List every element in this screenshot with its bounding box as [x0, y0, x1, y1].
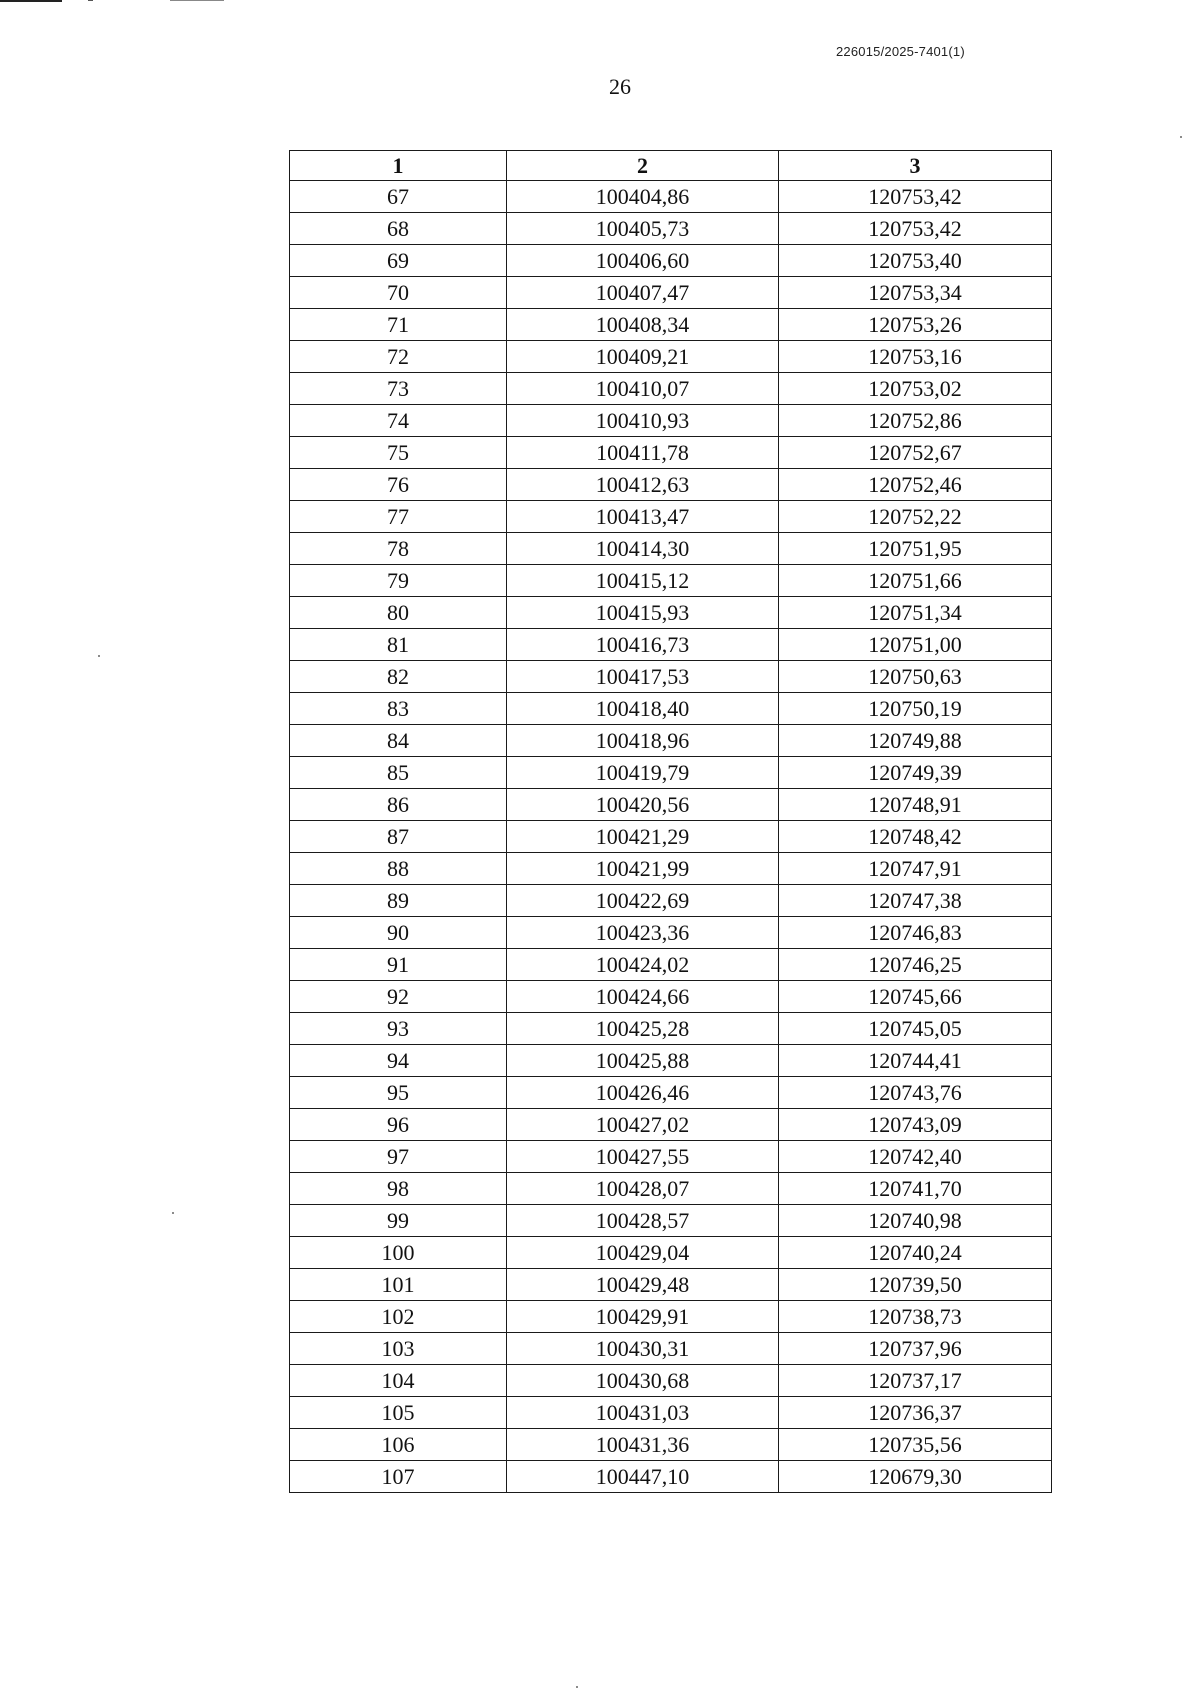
point-number-cell: 96 [290, 1109, 507, 1141]
x-coordinate-cell: 100415,12 [507, 565, 779, 597]
y-coordinate-cell: 120740,98 [779, 1205, 1052, 1237]
point-number-cell: 82 [290, 661, 507, 693]
y-coordinate-cell: 120739,50 [779, 1269, 1052, 1301]
y-coordinate-cell: 120738,73 [779, 1301, 1052, 1333]
point-number-cell: 98 [290, 1173, 507, 1205]
column-header-1: 1 [290, 151, 507, 181]
x-coordinate-cell: 100447,10 [507, 1461, 779, 1493]
y-coordinate-cell: 120747,91 [779, 853, 1052, 885]
point-number-cell: 72 [290, 341, 507, 373]
scan-speck [98, 655, 100, 657]
table-row [290, 1333, 1052, 1365]
y-coordinate-cell: 120743,76 [779, 1077, 1052, 1109]
point-number-cell: 81 [290, 629, 507, 661]
x-coordinate-cell: 100407,47 [507, 277, 779, 309]
point-number-cell: 99 [290, 1205, 507, 1237]
y-coordinate-cell: 120735,56 [779, 1429, 1052, 1461]
table-row [290, 821, 1052, 853]
table-row [290, 1141, 1052, 1173]
x-coordinate-cell: 100424,66 [507, 981, 779, 1013]
point-number-cell: 103 [290, 1333, 507, 1365]
y-coordinate-cell: 120750,19 [779, 693, 1052, 725]
point-number-cell: 76 [290, 469, 507, 501]
x-coordinate-cell: 100421,29 [507, 821, 779, 853]
column-header-3: 3 [779, 151, 1052, 181]
y-coordinate-cell: 120753,42 [779, 181, 1052, 213]
point-number-cell: 90 [290, 917, 507, 949]
table-row [290, 629, 1052, 661]
point-number-cell: 71 [290, 309, 507, 341]
y-coordinate-cell: 120744,41 [779, 1045, 1052, 1077]
point-number-cell: 105 [290, 1397, 507, 1429]
y-coordinate-cell: 120752,22 [779, 501, 1052, 533]
table-row [290, 693, 1052, 725]
table-row [290, 725, 1052, 757]
table-row [290, 277, 1052, 309]
y-coordinate-cell: 120743,09 [779, 1109, 1052, 1141]
point-number-cell: 80 [290, 597, 507, 629]
point-number-cell: 102 [290, 1301, 507, 1333]
x-coordinate-cell: 100429,04 [507, 1237, 779, 1269]
scan-mark [88, 0, 93, 1]
x-coordinate-cell: 100418,40 [507, 693, 779, 725]
table-header-row [290, 151, 1052, 181]
point-number-cell: 74 [290, 405, 507, 437]
table-body [290, 181, 1052, 1493]
x-coordinate-cell: 100411,78 [507, 437, 779, 469]
y-coordinate-cell: 120753,16 [779, 341, 1052, 373]
y-coordinate-cell: 120752,86 [779, 405, 1052, 437]
y-coordinate-cell: 120751,95 [779, 533, 1052, 565]
x-coordinate-cell: 100416,73 [507, 629, 779, 661]
y-coordinate-cell: 120746,83 [779, 917, 1052, 949]
table-row [290, 1429, 1052, 1461]
x-coordinate-cell: 100419,79 [507, 757, 779, 789]
point-number-cell: 68 [290, 213, 507, 245]
x-coordinate-cell: 100430,31 [507, 1333, 779, 1365]
table-row [290, 949, 1052, 981]
y-coordinate-cell: 120679,30 [779, 1461, 1052, 1493]
point-number-cell: 79 [290, 565, 507, 597]
y-coordinate-cell: 120753,42 [779, 213, 1052, 245]
point-number-cell: 107 [290, 1461, 507, 1493]
x-coordinate-cell: 100425,88 [507, 1045, 779, 1077]
point-number-cell: 77 [290, 501, 507, 533]
table-row [290, 981, 1052, 1013]
x-coordinate-cell: 100426,46 [507, 1077, 779, 1109]
table-row [290, 1397, 1052, 1429]
column-header-2: 2 [507, 151, 779, 181]
scan-top-rule [0, 0, 62, 2]
x-coordinate-cell: 100404,86 [507, 181, 779, 213]
point-number-cell: 88 [290, 853, 507, 885]
y-coordinate-cell: 120742,40 [779, 1141, 1052, 1173]
point-number-cell: 91 [290, 949, 507, 981]
table-row [290, 181, 1052, 213]
table-row [290, 309, 1052, 341]
table-row [290, 533, 1052, 565]
y-coordinate-cell: 120746,25 [779, 949, 1052, 981]
point-number-cell: 97 [290, 1141, 507, 1173]
y-coordinate-cell: 120753,40 [779, 245, 1052, 277]
table-row [290, 885, 1052, 917]
table-row [290, 917, 1052, 949]
table-row [290, 501, 1052, 533]
table-row [290, 1109, 1052, 1141]
table-row [290, 373, 1052, 405]
x-coordinate-cell: 100422,69 [507, 885, 779, 917]
table-row [290, 1077, 1052, 1109]
y-coordinate-cell: 120751,34 [779, 597, 1052, 629]
x-coordinate-cell: 100427,02 [507, 1109, 779, 1141]
point-number-cell: 67 [290, 181, 507, 213]
y-coordinate-cell: 120749,88 [779, 725, 1052, 757]
point-number-cell: 106 [290, 1429, 507, 1461]
x-coordinate-cell: 100431,03 [507, 1397, 779, 1429]
x-coordinate-cell: 100429,91 [507, 1301, 779, 1333]
y-coordinate-cell: 120736,37 [779, 1397, 1052, 1429]
y-coordinate-cell: 120752,67 [779, 437, 1052, 469]
x-coordinate-cell: 100410,07 [507, 373, 779, 405]
point-number-cell: 69 [290, 245, 507, 277]
table-row [290, 1173, 1052, 1205]
x-coordinate-cell: 100417,53 [507, 661, 779, 693]
table-row [290, 1205, 1052, 1237]
y-coordinate-cell: 120749,39 [779, 757, 1052, 789]
scan-speck [576, 1686, 578, 1688]
point-number-cell: 84 [290, 725, 507, 757]
x-coordinate-cell: 100424,02 [507, 949, 779, 981]
y-coordinate-cell: 120745,05 [779, 1013, 1052, 1045]
table-row [290, 341, 1052, 373]
y-coordinate-cell: 120750,63 [779, 661, 1052, 693]
x-coordinate-cell: 100421,99 [507, 853, 779, 885]
x-coordinate-cell: 100405,73 [507, 213, 779, 245]
x-coordinate-cell: 100418,96 [507, 725, 779, 757]
table-row [290, 1045, 1052, 1077]
y-coordinate-cell: 120753,34 [779, 277, 1052, 309]
x-coordinate-cell: 100425,28 [507, 1013, 779, 1045]
point-number-cell: 78 [290, 533, 507, 565]
y-coordinate-cell: 120745,66 [779, 981, 1052, 1013]
x-coordinate-cell: 100414,30 [507, 533, 779, 565]
y-coordinate-cell: 120751,00 [779, 629, 1052, 661]
table-row [290, 661, 1052, 693]
table-row [290, 1237, 1052, 1269]
table-row [290, 1013, 1052, 1045]
x-coordinate-cell: 100431,36 [507, 1429, 779, 1461]
point-number-cell: 89 [290, 885, 507, 917]
table-row [290, 597, 1052, 629]
x-coordinate-cell: 100428,07 [507, 1173, 779, 1205]
x-coordinate-cell: 100423,36 [507, 917, 779, 949]
point-number-cell: 100 [290, 1237, 507, 1269]
y-coordinate-cell: 120752,46 [779, 469, 1052, 501]
x-coordinate-cell: 100420,56 [507, 789, 779, 821]
x-coordinate-cell: 100415,93 [507, 597, 779, 629]
y-coordinate-cell: 120737,17 [779, 1365, 1052, 1397]
table-row [290, 757, 1052, 789]
point-number-cell: 93 [290, 1013, 507, 1045]
point-number-cell: 94 [290, 1045, 507, 1077]
point-number-cell: 104 [290, 1365, 507, 1397]
scan-speck [172, 1212, 174, 1214]
y-coordinate-cell: 120753,02 [779, 373, 1052, 405]
y-coordinate-cell: 120747,38 [779, 885, 1052, 917]
x-coordinate-cell: 100412,63 [507, 469, 779, 501]
x-coordinate-cell: 100406,60 [507, 245, 779, 277]
coordinates-table [289, 150, 1052, 1493]
point-number-cell: 86 [290, 789, 507, 821]
table-row [290, 245, 1052, 277]
table-row [290, 565, 1052, 597]
point-number-cell: 92 [290, 981, 507, 1013]
table-row [290, 1365, 1052, 1397]
table-row [290, 1269, 1052, 1301]
y-coordinate-cell: 120748,42 [779, 821, 1052, 853]
point-number-cell: 73 [290, 373, 507, 405]
table-row [290, 853, 1052, 885]
x-coordinate-cell: 100408,34 [507, 309, 779, 341]
point-number-cell: 95 [290, 1077, 507, 1109]
x-coordinate-cell: 100430,68 [507, 1365, 779, 1397]
point-number-cell: 70 [290, 277, 507, 309]
document-id: 226015/2025-7401(1) [836, 44, 965, 59]
table-row [290, 437, 1052, 469]
y-coordinate-cell: 120751,66 [779, 565, 1052, 597]
coordinates-table-container [289, 150, 1051, 1493]
table-row [290, 405, 1052, 437]
x-coordinate-cell: 100410,93 [507, 405, 779, 437]
x-coordinate-cell: 100428,57 [507, 1205, 779, 1237]
table-row [290, 789, 1052, 821]
point-number-cell: 75 [290, 437, 507, 469]
point-number-cell: 101 [290, 1269, 507, 1301]
table-row [290, 1461, 1052, 1493]
point-number-cell: 87 [290, 821, 507, 853]
x-coordinate-cell: 100413,47 [507, 501, 779, 533]
x-coordinate-cell: 100427,55 [507, 1141, 779, 1173]
table-row [290, 1301, 1052, 1333]
y-coordinate-cell: 120741,70 [779, 1173, 1052, 1205]
point-number-cell: 85 [290, 757, 507, 789]
point-number-cell: 83 [290, 693, 507, 725]
y-coordinate-cell: 120753,26 [779, 309, 1052, 341]
page-number: 26 [609, 74, 631, 99]
y-coordinate-cell: 120737,96 [779, 1333, 1052, 1365]
y-coordinate-cell: 120748,91 [779, 789, 1052, 821]
table-row [290, 213, 1052, 245]
x-coordinate-cell: 100429,48 [507, 1269, 779, 1301]
y-coordinate-cell: 120740,24 [779, 1237, 1052, 1269]
scan-mark [170, 0, 224, 1]
table-row [290, 469, 1052, 501]
x-coordinate-cell: 100409,21 [507, 341, 779, 373]
scan-speck [1180, 136, 1182, 138]
